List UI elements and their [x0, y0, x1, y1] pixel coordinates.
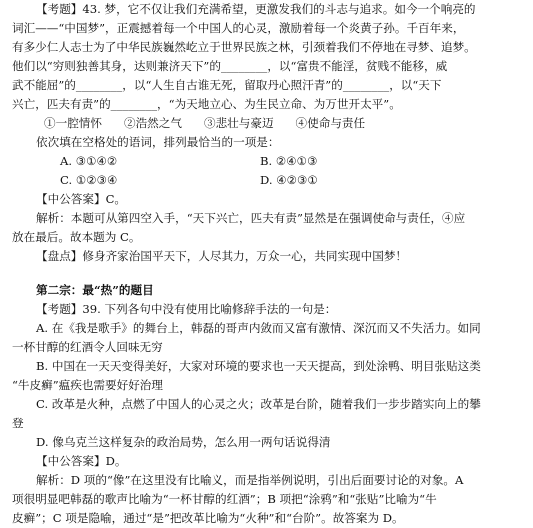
q39-title: 【考题】39. 下列各句中没有使用比喻修辞手法的一句是： [36, 302, 337, 316]
q43-line-2: 词汇——“中国梦”，正震撼着每一个中国人的心灵，激励着每一个炎黄子孙。千百年来， [12, 21, 465, 35]
q39-option-d: D. 像乌克兰这样复杂的政治局势，怎么用一两句话说得清 [36, 435, 331, 449]
q39-option-b-2: “牛皮癣”瘟疾也需要好好治理 [12, 378, 163, 392]
section-gap [12, 266, 523, 281]
option-4: ④使命与责任 [295, 116, 366, 130]
option-3: ③悲壮与豪迈 [203, 116, 274, 130]
q43-prompt: 依次填在空格处的语词，排列最恰当的一项是： [36, 135, 280, 149]
q43-analysis-1: 解析：本题可从第四空入手，“天下兴亡，匹夫有责”显然是在强调使命与责任，④应 [36, 211, 466, 225]
q43-line-6: 兴亡，匹夫有责”的________，“为天地立心、为生民立命、为万世开太平”。 [12, 97, 401, 111]
q39-option-c-2: 登 [12, 416, 24, 430]
q39-analysis-2: 项很明显吧韩磊的歌声比喻为“一杯甘醇的红酒”；B 项把“涂鸦”和“张贴”比喻为“牛 [12, 492, 437, 506]
choice-b: B. ②④①③ [260, 154, 318, 168]
section-2-title: 第二宗：最“热”的题目 [36, 283, 154, 297]
q39-answer: 【中公答案】D。 [36, 454, 127, 468]
choice-a: A. ③①④② [60, 154, 118, 168]
q39-option-a-1: A. 在《我是歌手》的舞台上，韩磊的哥声内敛而又富有激情、深沉而又不失活力。如同 [36, 321, 481, 335]
q43-analysis-2: 放在最后。故本题为 C。 [12, 230, 141, 244]
q43-line-1: 【考题】43. 梦，它不仅让我们充满希望，更激发我们的斗志与追求。如今一个响亮的 [36, 2, 476, 16]
option-2: ②浩然之气 [123, 116, 182, 130]
q43-answer: 【中公答案】C。 [36, 192, 127, 206]
q43-panel: 【盘点】修身齐家治国平天下，人尽其力，万众一心，共同实现中国梦！ [36, 249, 408, 263]
q39-option-c-1: C. 改革是火种，点燃了中国人的心灵之火；改革是台阶，随着我们一步步踏实向上的攀 [36, 397, 481, 411]
q39-analysis-3: 皮癣”；C 项是隐喻，通过“是”把改革比喻为“火种”和“台阶”。故答案为 D。 [12, 511, 404, 525]
q43-choices-cd [12, 171, 523, 190]
q39-option-a-2: 一杯甘醇的红酒令人回味无穷 [12, 340, 163, 354]
q39-analysis-1: 解析：D 项的“像”在这里没有比喻义，而是指举例说明，引出后面要讨论的对象。A [36, 473, 464, 487]
choice-d: D. ④②③① [260, 173, 318, 187]
q43-line-4: 他们以“穷则独善其身，达则兼济天下”的________，以“富贵不能淫，贫贱不能移，威 [12, 59, 448, 73]
option-1: ①一腔情怀 [44, 116, 102, 130]
q43-choices-ab [12, 152, 523, 171]
q43-line-3: 有多少仁人志士为了中华民族巍然屹立于世界民族之林，引颈着我们不停地在寻梦、追梦。 [12, 40, 476, 54]
q43-options [12, 114, 523, 133]
q39-option-b-1: B. 中国在一天天变得美好，大家对环境的要求也一天天提高，到处涂鸭、明目张贴这类 [36, 359, 481, 373]
choice-c: C. ①②③④ [60, 173, 118, 187]
q43-line-5: 武不能屈”的________，以“人生自古谁无死，留取丹心照汗青”的________，以“天下 [12, 78, 442, 92]
